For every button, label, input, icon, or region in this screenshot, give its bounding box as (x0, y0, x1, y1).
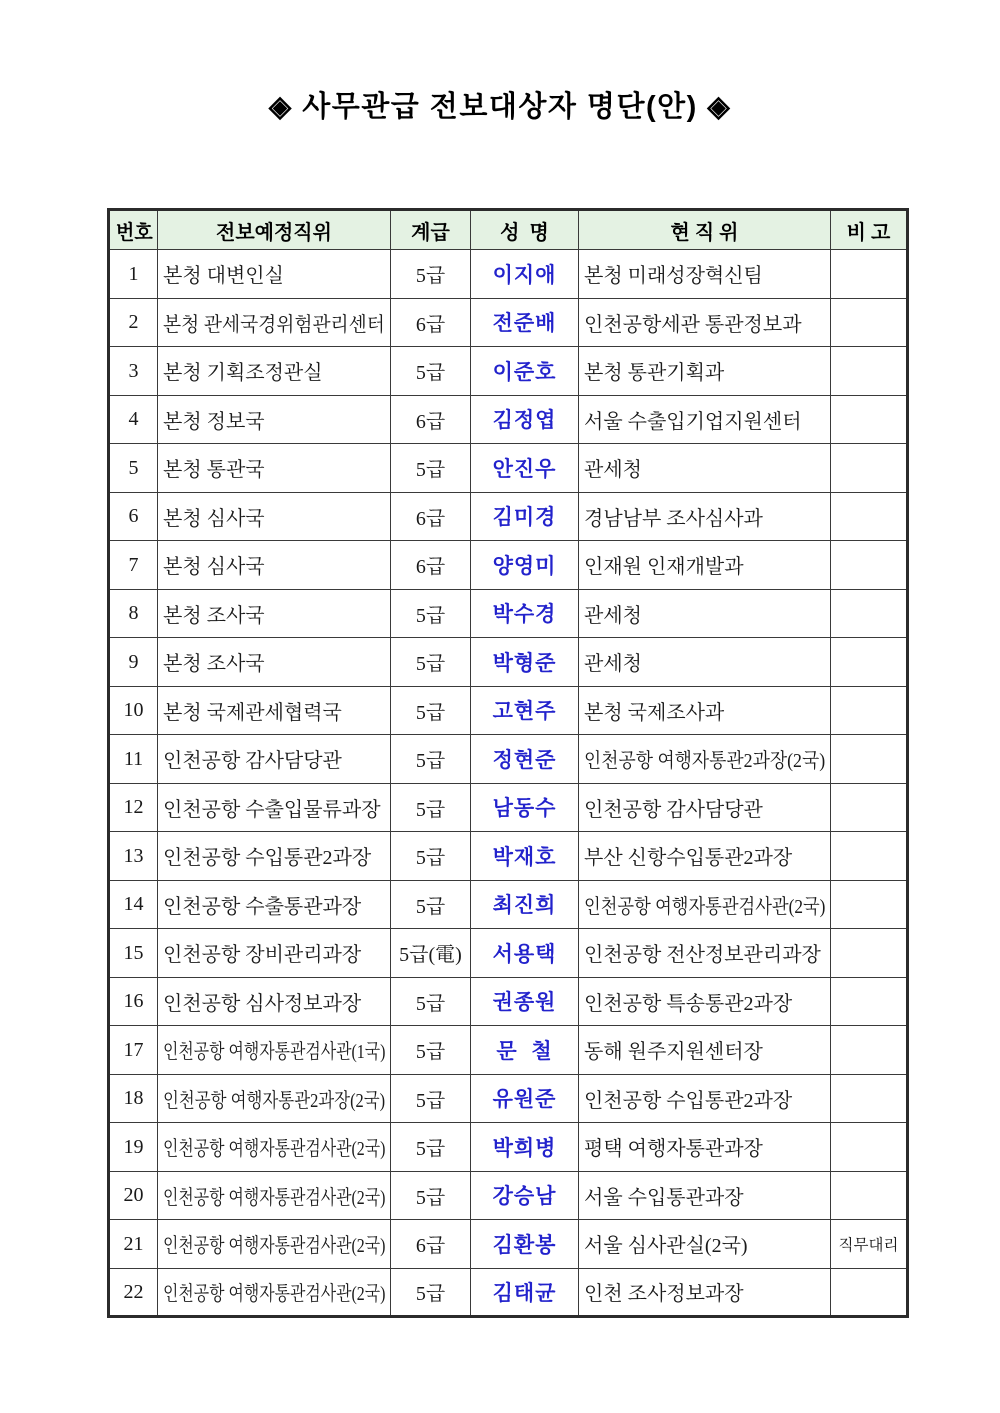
table-row (109, 250, 908, 299)
current-position-cell: 인천공항 감사담당관 (579, 783, 831, 832)
remark-cell (831, 1171, 908, 1220)
no-cell: 8 (109, 589, 158, 638)
no-cell: 17 (109, 1026, 158, 1075)
planned-position-cell: 인천공항 여행자통관검사관(1국) (158, 1026, 391, 1075)
planned-position-cell: 본청 관세국경위험관리센터 (158, 298, 391, 347)
name-cell: 전준배 (471, 298, 579, 347)
no-cell: 14 (109, 880, 158, 929)
no-cell: 18 (109, 1074, 158, 1123)
header-cell-no: 번호 (109, 210, 158, 250)
no-cell: 10 (109, 686, 158, 735)
page-title: ◈ 사무관급 전보대상자 명단(안) ◈ (268, 91, 732, 123)
remark-cell (831, 541, 908, 590)
planned-position-cell: 인천공항 장비관리과장 (158, 929, 391, 978)
name-cell: 유원준 (471, 1074, 579, 1123)
rank-cell: 6급 (391, 298, 471, 347)
name-cell: 남동수 (471, 783, 579, 832)
table-header-row (109, 210, 908, 250)
planned-position-cell: 인천공항 여행자통관검사관(2국) (158, 1123, 391, 1172)
name-cell: 강승남 (471, 1171, 579, 1220)
current-position-cell: 서울 심사관실(2국) (579, 1220, 831, 1269)
planned-position-cell: 본청 조사국 (158, 638, 391, 687)
rank-cell: 5급 (391, 589, 471, 638)
header-cell-planned-position: 전보예정직위 (158, 210, 391, 250)
remark-cell (831, 1268, 908, 1317)
remark-cell (831, 977, 908, 1026)
rank-cell: 5급(電) (391, 929, 471, 978)
planned-position-cell: 인천공항 여행자통관검사관(2국) (158, 1268, 391, 1317)
name-cell: 김정엽 (471, 395, 579, 444)
no-cell: 15 (109, 929, 158, 978)
no-cell: 13 (109, 832, 158, 881)
rank-cell: 5급 (391, 1171, 471, 1220)
current-position-cell: 본청 미래성장혁신팀 (579, 250, 831, 299)
name-cell: 서용택 (471, 929, 579, 978)
current-position-cell: 인천공항세관 통관정보과 (579, 298, 831, 347)
remark-cell (831, 444, 908, 493)
planned-position-cell: 본청 조사국 (158, 589, 391, 638)
remark-cell (831, 783, 908, 832)
current-position-cell: 인천공항 여행자통관2과장(2국) (579, 735, 831, 784)
rank-cell: 5급 (391, 638, 471, 687)
no-cell: 9 (109, 638, 158, 687)
remark-cell: 직무대리 (831, 1220, 908, 1269)
planned-position-cell: 인천공항 수입통관2과장 (158, 832, 391, 881)
rank-cell: 6급 (391, 1220, 471, 1269)
name-cell: 최진희 (471, 880, 579, 929)
table-row (109, 977, 908, 1026)
no-cell: 12 (109, 783, 158, 832)
rank-cell: 5급 (391, 1074, 471, 1123)
current-position-cell: 부산 신항수입통관2과장 (579, 832, 831, 881)
remark-cell (831, 880, 908, 929)
table-row (109, 832, 908, 881)
no-cell: 5 (109, 444, 158, 493)
planned-position-cell: 인천공항 여행자통관검사관(2국) (158, 1171, 391, 1220)
no-cell: 2 (109, 298, 158, 347)
rank-cell: 5급 (391, 880, 471, 929)
planned-position-cell: 인천공항 심사정보과장 (158, 977, 391, 1026)
table-row (109, 589, 908, 638)
table-row (109, 395, 908, 444)
no-cell: 19 (109, 1123, 158, 1172)
rank-cell: 5급 (391, 735, 471, 784)
header-cell-rank: 계급 (391, 210, 471, 250)
no-cell: 4 (109, 395, 158, 444)
name-cell: 박희병 (471, 1123, 579, 1172)
table-body (109, 250, 908, 1317)
rank-cell: 5급 (391, 250, 471, 299)
table-row (109, 1074, 908, 1123)
table-row (109, 492, 908, 541)
rank-cell: 6급 (391, 395, 471, 444)
name-cell: 박형준 (471, 638, 579, 687)
remark-cell (831, 929, 908, 978)
name-cell: 박수경 (471, 589, 579, 638)
current-position-cell: 인천공항 전산정보관리과장 (579, 929, 831, 978)
planned-position-cell: 인천공항 수출통관과장 (158, 880, 391, 929)
rank-cell: 5급 (391, 347, 471, 396)
rank-cell: 5급 (391, 686, 471, 735)
name-cell: 권종원 (471, 977, 579, 1026)
rank-cell: 5급 (391, 444, 471, 493)
planned-position-cell: 본청 통관국 (158, 444, 391, 493)
remark-cell (831, 686, 908, 735)
current-position-cell: 인천공항 수입통관2과장 (579, 1074, 831, 1123)
rank-cell: 5급 (391, 832, 471, 881)
no-cell: 11 (109, 735, 158, 784)
planned-position-cell: 본청 국제관세협력국 (158, 686, 391, 735)
table-row (109, 880, 908, 929)
name-cell: 김환봉 (471, 1220, 579, 1269)
table-row (109, 1123, 908, 1172)
planned-position-cell: 본청 심사국 (158, 492, 391, 541)
planned-position-cell: 인천공항 여행자통관검사관(2국) (158, 1220, 391, 1269)
remark-cell (831, 298, 908, 347)
table-row (109, 444, 908, 493)
header-cell-current-position: 현 직 위 (579, 210, 831, 250)
header-cell-name: 성 명 (471, 210, 579, 250)
table-row (109, 541, 908, 590)
no-cell: 16 (109, 977, 158, 1026)
table-row (109, 1171, 908, 1220)
remark-cell (831, 492, 908, 541)
table-row (109, 1268, 908, 1317)
name-cell: 고현주 (471, 686, 579, 735)
name-cell: 이지애 (471, 250, 579, 299)
planned-position-cell: 인천공항 여행자통관2과장(2국) (158, 1074, 391, 1123)
planned-position-cell: 본청 정보국 (158, 395, 391, 444)
rank-cell: 5급 (391, 1268, 471, 1317)
rank-cell: 6급 (391, 492, 471, 541)
header-cell-remark: 비 고 (831, 210, 908, 250)
rank-cell: 6급 (391, 541, 471, 590)
table-row (109, 1220, 908, 1269)
current-position-cell: 관세청 (579, 589, 831, 638)
table-row (109, 298, 908, 347)
table-row (109, 686, 908, 735)
current-position-cell: 인재원 인재개발과 (579, 541, 831, 590)
remark-cell (831, 250, 908, 299)
name-cell: 안진우 (471, 444, 579, 493)
rank-cell: 5급 (391, 783, 471, 832)
table-row (109, 347, 908, 396)
planned-position-cell: 인천공항 수출입물류과장 (158, 783, 391, 832)
no-cell: 22 (109, 1268, 158, 1317)
rank-cell: 5급 (391, 977, 471, 1026)
no-cell: 21 (109, 1220, 158, 1269)
no-cell: 20 (109, 1171, 158, 1220)
remark-cell (831, 1026, 908, 1075)
current-position-cell: 본청 국제조사과 (579, 686, 831, 735)
planned-position-cell: 본청 대변인실 (158, 250, 391, 299)
table-row (109, 929, 908, 978)
name-cell: 김미경 (471, 492, 579, 541)
transfer-table (107, 208, 909, 1318)
name-cell: 박재호 (471, 832, 579, 881)
table-row (109, 1026, 908, 1075)
current-position-cell: 경남남부 조사심사과 (579, 492, 831, 541)
current-position-cell: 본청 통관기획과 (579, 347, 831, 396)
remark-cell (831, 589, 908, 638)
name-cell: 정현준 (471, 735, 579, 784)
current-position-cell: 서울 수출입기업지원센터 (579, 395, 831, 444)
no-cell: 1 (109, 250, 158, 299)
name-cell: 이준호 (471, 347, 579, 396)
planned-position-cell: 본청 심사국 (158, 541, 391, 590)
remark-cell (831, 347, 908, 396)
name-cell: 문 철 (471, 1026, 579, 1075)
name-cell: 양영미 (471, 541, 579, 590)
table-row (109, 638, 908, 687)
remark-cell (831, 1123, 908, 1172)
name-cell: 김태균 (471, 1268, 579, 1317)
remark-cell (831, 395, 908, 444)
current-position-cell: 관세청 (579, 444, 831, 493)
current-position-cell: 인천 조사정보과장 (579, 1268, 831, 1317)
planned-position-cell: 본청 기획조정관실 (158, 347, 391, 396)
no-cell: 7 (109, 541, 158, 590)
current-position-cell: 서울 수입통관과장 (579, 1171, 831, 1220)
table-row (109, 735, 908, 784)
no-cell: 3 (109, 347, 158, 396)
current-position-cell: 인천공항 여행자통관검사관(2국) (579, 880, 831, 929)
remark-cell (831, 832, 908, 881)
current-position-cell: 평택 여행자통관과장 (579, 1123, 831, 1172)
rank-cell: 5급 (391, 1026, 471, 1075)
remark-cell (831, 638, 908, 687)
table-row (109, 783, 908, 832)
current-position-cell: 관세청 (579, 638, 831, 687)
rank-cell: 5급 (391, 1123, 471, 1172)
no-cell: 6 (109, 492, 158, 541)
remark-cell (831, 735, 908, 784)
current-position-cell: 인천공항 특송통관2과장 (579, 977, 831, 1026)
planned-position-cell: 인천공항 감사담당관 (158, 735, 391, 784)
remark-cell (831, 1074, 908, 1123)
current-position-cell: 동해 원주지원센터장 (579, 1026, 831, 1075)
